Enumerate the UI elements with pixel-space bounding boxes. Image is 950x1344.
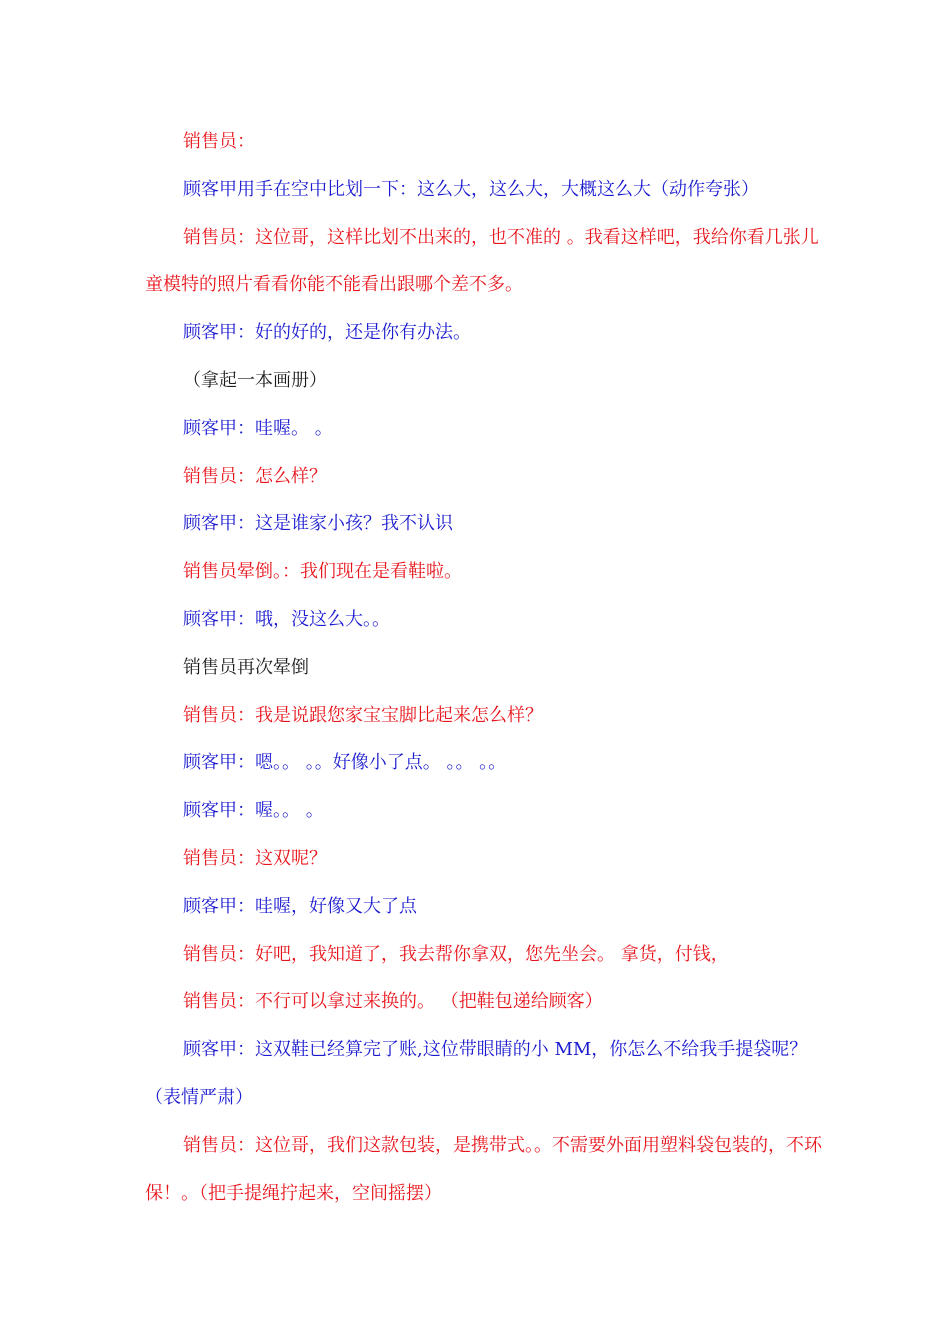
dialogue-line: 销售员：这位哥，我们这款包装，是携带式。。不需要外面用塑料袋包装的，不环保！。（把手提绳拧起来，空间摇摆） xyxy=(145,1134,822,1204)
dialogue-line: 顾客甲用手在空中比划一下：这么大，这么大，大概这么大（动作夸张） xyxy=(183,178,759,200)
dialogue-line: 销售员：这双呢？ xyxy=(183,847,327,869)
dialogue-line: 顾客甲：喔。。 。 xyxy=(183,800,324,822)
dialogue-line: 顾客甲：哇喔。 。 xyxy=(183,417,333,439)
dialogue-line: 顾客甲：这双鞋已经算完了账,这位带眼睛的小 MM，你怎么不给我手提袋呢？（表情严肃） xyxy=(145,1039,808,1108)
stage-direction: （拿起一本画册） xyxy=(183,369,327,391)
dialogue-line: 销售员：这位哥，这样比划不出来的，也不准的 。我看这样吧，我给你看几张儿童模特的照片看看你能不能看出跟哪个差不多。 xyxy=(145,226,819,296)
dialogue-line: 销售员：我是说跟您家宝宝脚比起来怎么样？ xyxy=(183,704,543,726)
dialogue-line: 顾客甲：哇喔，好像又大了点 xyxy=(183,895,417,917)
dialogue-line: 销售员：不行可以拿过来换的。 （把鞋包递给顾客） xyxy=(183,991,603,1013)
dialogue-line: 销售员： xyxy=(183,131,255,152)
dialogue-line: 顾客甲：这是谁家小孩？我不认识 xyxy=(183,513,453,535)
dialogue-line: 销售员：怎么样？ xyxy=(183,465,327,487)
dialogue-line: 销售员：好吧，我知道了，我去帮你拿双，您先坐会。 拿货，付钱， xyxy=(183,943,729,965)
dialogue-line: 顾客甲：好的好的，还是你有办法。 xyxy=(183,322,471,344)
stage-direction: 销售员再次晕倒 xyxy=(183,656,309,678)
dialogue-line: 顾客甲：嗯。。 。。好像小了点。 。。 。。 xyxy=(183,752,507,774)
dialogue-body xyxy=(145,118,825,1217)
dialogue-line: 顾客甲：哦，没这么大。。 xyxy=(183,608,390,630)
dialogue-line: 销售员晕倒。：我们现在是看鞋啦。 xyxy=(183,561,462,583)
